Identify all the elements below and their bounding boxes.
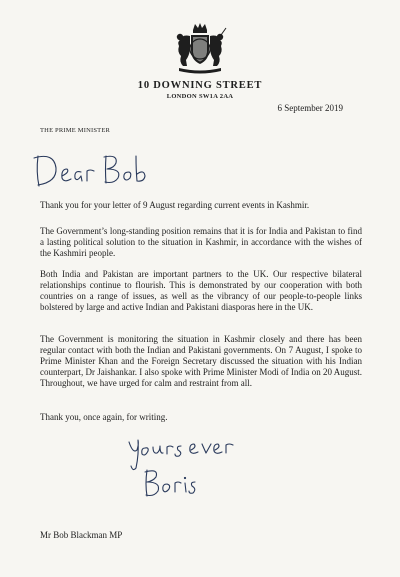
paragraph-text: Thank you, once again, for writing.	[40, 412, 168, 422]
paragraph-2	[40, 226, 362, 259]
royal-coat-of-arms-icon	[171, 22, 229, 74]
paragraph-1	[40, 200, 362, 211]
letterhead-title: 10 DOWNING STREET	[137, 80, 263, 91]
letter-date: 6 September 2019	[277, 103, 343, 113]
paragraph-text: Both India and Pakistan are important partners to the UK. Our respective bilateral relationships continue to flourish. This is demonstrated by our cooperation with both countries on a range of issues, as well as the vibrancy of our people-to-people links bolstered by large and active Indian and Pakistani diasporas here in the UK.	[40, 269, 362, 312]
letterhead	[0, 80, 400, 101]
paragraph-text: The Government is monitoring the situation in Kashmir closely and there has been regular contact with both the Indian and Pakistani governments. On 7 August, I spoke to Prime Minister Khan and the Foreign Secretary discussed the situation with his Indian counterpart, Dr Jaishankar. I also spoke with Prime Minister Modi of India on 20 August. Throughout, we have urged for calm and restraint from all.	[40, 334, 362, 388]
paragraph-text: Thank you for your letter of 9 August regarding current events in Kashmir.	[40, 200, 310, 210]
handwritten-signature	[125, 432, 250, 502]
recipient-name: Mr Bob Blackman MP	[40, 530, 123, 540]
sender-label: THE PRIME MINISTER	[40, 127, 111, 134]
paragraph-text: The Government’s long-standing position remains that it is for India and Pakistan to find a lasting political solution to the situation in Kashmir, in accordance with the wishes of the Kashmiri people.	[40, 226, 362, 258]
handwritten-salutation	[32, 150, 152, 192]
paragraph-4	[40, 334, 362, 389]
paragraph-5	[40, 412, 362, 423]
letterhead-address: LONDON SW1A 2AA	[166, 93, 234, 100]
paragraph-3	[40, 269, 362, 313]
